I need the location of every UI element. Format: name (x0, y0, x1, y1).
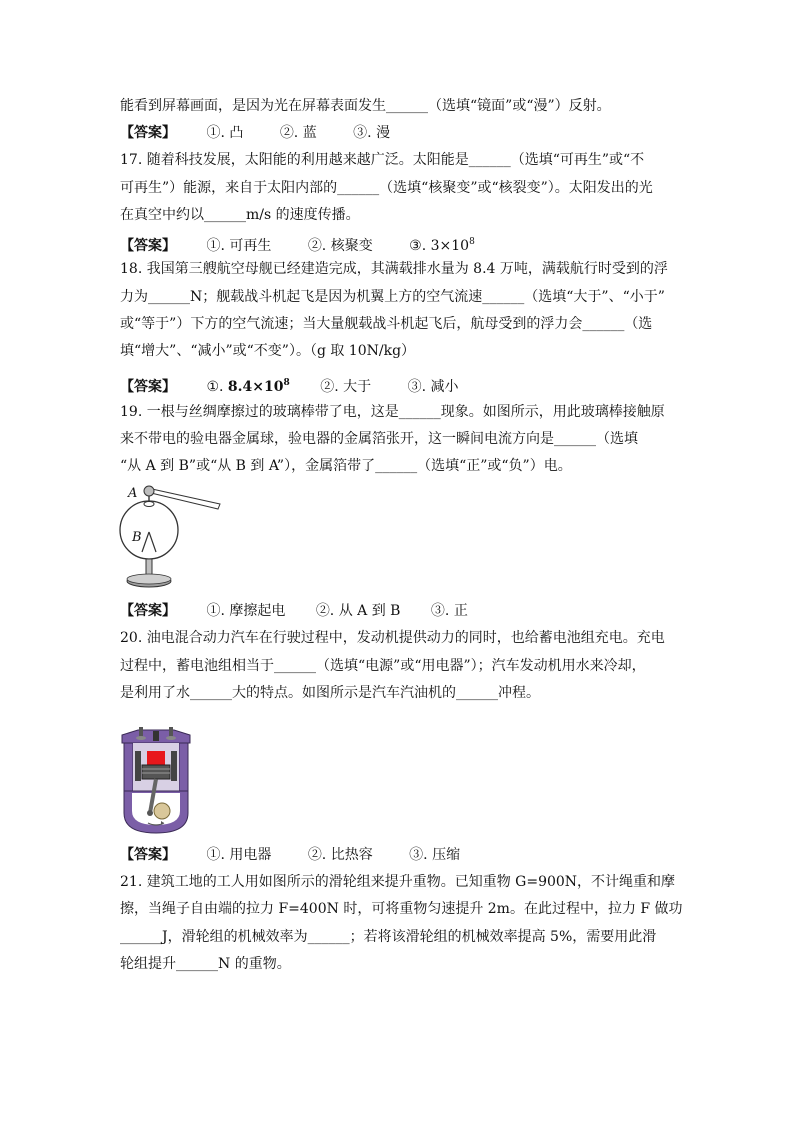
exhaust-valve (169, 727, 173, 737)
q18-line-4: 填“增大”、“减小”或“不变”）。（g 取 10N/kg） (120, 343, 416, 359)
q18-line-2: 力为______N；舰载战斗机起飞是因为机翼上方的空气流速______（选填“大于”、“小于” (120, 289, 665, 305)
answer-1: ①. 可再生 (206, 238, 272, 254)
answer-1-exponent: 8 (283, 378, 290, 388)
spark-plug (153, 731, 159, 741)
q18-line-3: 或“等于”）下方的空气流速；当大量舰载战斗机起飞后，航母受到的浮力会______（选 (120, 316, 653, 332)
metal-ball (144, 486, 154, 496)
q21-line-4: 轮组提升______N 的重物。 (120, 956, 291, 972)
q21-line-3: ______J，滑轮组的机械效率为______；若将该滑轮组的机械效率提高 5%，需要用此滑 (120, 929, 657, 945)
electroscope-figure (118, 480, 228, 592)
q17-line-1: 17. 随着科技发展，太阳能的利用越来越广泛。太阳能是______（选填“可再生”或“不 (120, 152, 645, 168)
answer-tag: 【答案】 (120, 125, 176, 141)
q17-answer (120, 232, 475, 256)
crankshaft (154, 803, 170, 819)
answer-tag: 【答案】 (120, 379, 176, 395)
answer-2: ②. 蓝 (279, 125, 317, 141)
q16-line-1: 能看到屏幕画面，是因为光在屏幕表面发生______（选填“镜面”或“漫”）反射。 (120, 98, 611, 114)
answer-3-exponent: 8 (469, 237, 475, 247)
compressed-gas (147, 751, 165, 765)
label-a: A (128, 486, 138, 501)
q17-line-3: 在真空中约以______m/s 的速度传播。 (120, 207, 360, 223)
engine-figure (120, 727, 192, 835)
q19-answer (120, 601, 468, 621)
intake-valve (139, 727, 143, 737)
answer-1: ①. 用电器 (206, 847, 272, 863)
answer-3 (409, 232, 475, 256)
answer-1: ①. 摩擦起电 (206, 603, 286, 619)
q16-answer (120, 123, 390, 143)
q20-line-1: 20. 油电混合动力汽车在行驶过程中，发动机提供动力的同时，也给蓄电池组充电。充电 (120, 630, 665, 646)
answer-3: ③. 正 (430, 603, 468, 619)
q17-line-2: 可再生”）能源，来自于太阳内部的______（选填“核聚变”或“核裂变”）。太阳发出的光 (120, 180, 653, 196)
answer-tag: 【答案】 (120, 847, 176, 863)
q20-line-2: 过程中，蓄电池组相当于______（选填“电源”或“用电器”）；汽车发动机用水来冷却， (120, 658, 646, 674)
q19-line-2: 来不带电的验电器金属球，验电器的金属箔张开，这一瞬间电流方向是______（选填 (120, 431, 638, 447)
label-b: B (132, 530, 142, 545)
glass-jar (120, 501, 178, 559)
q21-line-2: 擦，当绳子自由端的拉力 F=400N 时，可将重物匀速提升 2m。在此过程中，拉力 F 做功 (120, 901, 683, 917)
q18-line-1: 18. 我国第三艘航空母舰已经建造完成，其满载排水量为 8.4 万吨，满载航行时受到的浮 (120, 261, 668, 277)
answer-2: ②. 比热容 (307, 847, 373, 863)
piston (142, 765, 170, 779)
answer-3: ③. 压缩 (409, 847, 461, 863)
cylinder-wall-right (179, 743, 188, 791)
answer-1-prefix: ①. (206, 379, 224, 395)
answer-3: ③. 减小 (407, 379, 459, 395)
answer-2: ②. 核聚变 (307, 238, 373, 254)
answer-2: ②. 大于 (320, 379, 372, 395)
answer-2: ②. 从 A 到 B (315, 603, 401, 619)
answer-1-base: 8.4×10 (227, 379, 284, 395)
cylinder-wall-left (124, 743, 133, 791)
q20-answer (120, 845, 460, 865)
q18-answer (120, 373, 458, 397)
answer-1: ①. 凸 (206, 125, 244, 141)
q20-line-3: 是利用了水______大的特点。如图所示是汽车汽油机的______冲程。 (120, 685, 540, 701)
engine-drawing (120, 727, 192, 835)
answer-3: ③. 漫 (353, 125, 391, 141)
answer-tag: 【答案】 (120, 603, 176, 619)
answer-3-base: ③. 3×10 (409, 238, 470, 254)
answer-1 (206, 373, 289, 397)
answer-tag: 【答案】 (120, 238, 176, 254)
q21-line-1: 21. 建筑工地的工人用如图所示的滑轮组来提升重物。已知重物 G=900N，不计绳重和摩 (120, 874, 676, 890)
q19-line-3: “从 A 到 B”或“从 B 到 A”），金属箔带了______（选填“正”或“负”）电。 (120, 458, 572, 474)
jar-neck (144, 502, 154, 507)
q19-line-1: 19. 一根与丝绸摩擦过的玻璃棒带了电，这是______现象。如图所示，用此玻璃棒接触原 (120, 404, 665, 420)
